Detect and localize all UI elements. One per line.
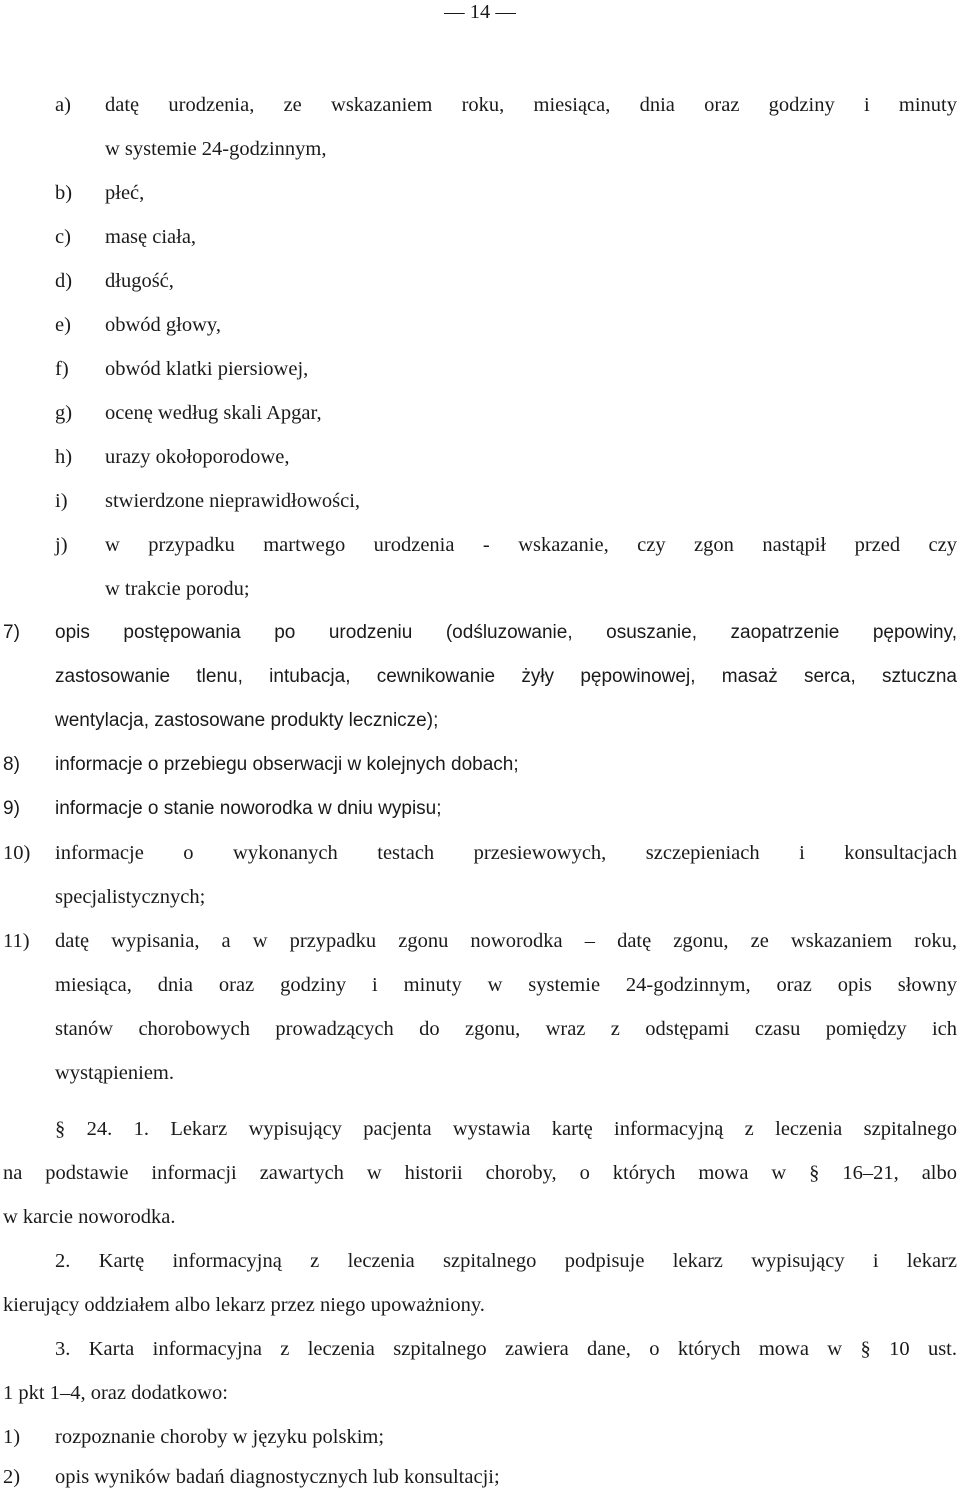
subitem-text: ocenę według skali Apgar, [105,402,322,424]
item-number: 9) [3,798,20,819]
paragraph-text: § 24. 1. Lekarz wypisujący pacjenta wystawia kartę informacyjną z leczenia szpitalnego [55,1119,957,1140]
item-text: informacje o przebiegu obserwacji w kolejnych dobach; [55,754,519,775]
subitem-letter: j) [55,534,68,556]
item-number: 1) [3,1426,21,1448]
item-text: zastosowanie tlenu, intubacja, cewnikowanie żyły pępowinowej, masaż serca, sztuczna [55,667,957,687]
item-number: 11) [3,930,30,952]
item-number: 10) [3,842,31,864]
paragraph-text: 3. Karta informacyjna z leczenia szpitalnego zawiera dane, o których mowa w § 10 ust. [55,1339,957,1360]
item-number: 8) [3,754,20,775]
page-number: — 14 — [444,1,516,23]
subitem-text: stwierdzone nieprawidłowości, [105,490,361,512]
item-text: wentylacja, zastosowane produkty lecznicze); [55,710,439,731]
subitem-letter: i) [55,490,68,512]
subitem-text: urazy okołoporodowe, [105,446,290,468]
item-text: miesiąca, dnia oraz godziny i minuty w systemie 24-godzinnym, oraz opis słowny [55,975,957,996]
subitem-text: długość, [105,270,174,292]
subitem-text: w trakcie porodu; [105,578,250,600]
paragraph-text: w karcie noworodka. [3,1206,176,1228]
paragraph-text: kierujący oddziałem albo lekarz przez niego upoważniony. [3,1294,485,1316]
item-text: specjalistycznych; [55,886,206,908]
item-text: datę wypisania, a w przypadku zgonu noworodka – datę zgonu, ze wskazaniem roku, [55,931,957,952]
subitem-letter: c) [55,226,71,248]
paragraph-text: 2. Kartę informacyjną z leczenia szpitalnego podpisuje lekarz wypisujący i lekarz [55,1251,957,1272]
subitem-letter: a) [55,94,71,116]
subitem-text: masę ciała, [105,226,197,248]
subitem-letter: d) [55,270,73,292]
item-number: 2) [3,1466,21,1488]
item-text: opis postępowania po urodzeniu (odśluzowanie, osuszanie, zaopatrzenie pępowiny, [55,623,957,643]
subitem-letter: b) [55,182,73,204]
item-text: informacje o wykonanych testach przesiewowych, szczepieniach i konsultacjach [55,843,957,864]
item-text: wystąpieniem. [55,1062,174,1084]
subitem-text: obwód głowy, [105,314,221,336]
subitem-text: w systemie 24-godzinnym, [105,138,327,160]
item-text: opis wyników badań diagnostycznych lub konsultacji; [55,1466,500,1488]
item-text: informacje o stanie noworodka w dniu wypisu; [55,798,442,819]
item-text: rozpoznanie choroby w języku polskim; [55,1426,385,1448]
subitem-text: datę urodzenia, ze wskazaniem roku, miesiąca, dnia oraz godziny i minuty [105,95,957,116]
subitem-letter: f) [55,358,69,380]
paragraph-text: 1 pkt 1–4, oraz dodatkowo: [3,1382,228,1404]
subitem-letter: h) [55,446,73,468]
subitem-text: w przypadku martwego urodzenia - wskazanie, czy zgon nastąpił przed czy [105,535,957,556]
paragraph-text: na podstawie informacji zawartych w historii choroby, o których mowa w § 16–21, albo [3,1163,957,1184]
item-text: stanów chorobowych prowadzących do zgonu, wraz z odstępami czasu pomiędzy ich [55,1019,957,1040]
item-number: 7) [3,622,20,643]
subitem-letter: g) [55,402,73,424]
subitem-text: płeć, [105,182,145,204]
subitem-letter: e) [55,314,71,336]
subitem-text: obwód klatki piersiowej, [105,358,309,380]
